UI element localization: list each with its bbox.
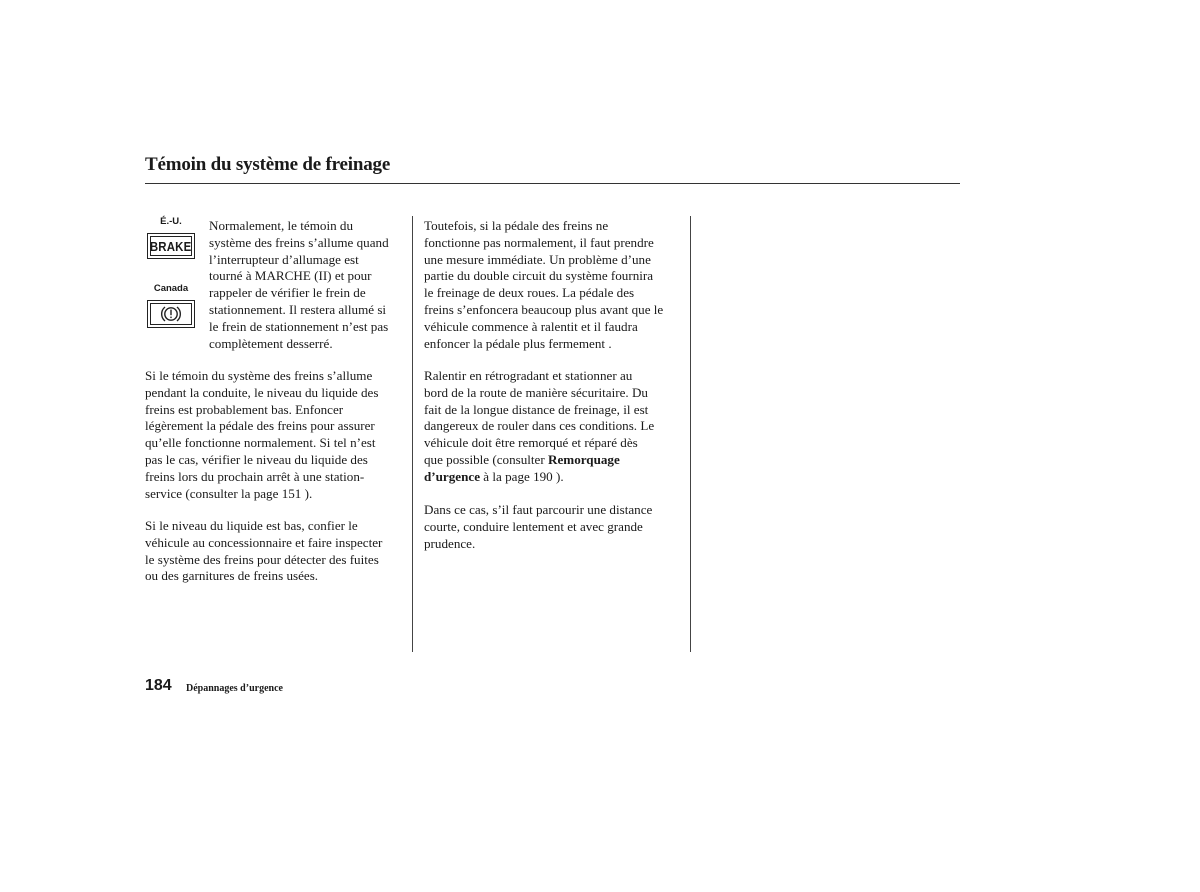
text-line: pas le cas, vérifier le niveau du liquide des	[145, 451, 368, 467]
text-line: le système des freins pour détecter des fuites	[145, 551, 379, 567]
column-divider-1	[412, 216, 413, 652]
page-title: Témoin du système de freinage	[145, 154, 391, 175]
text-line: légèrement la pédale des freins pour assurer	[145, 418, 375, 434]
text-line: véhicule doit être remorqué et réparé dès	[424, 435, 638, 451]
title-rule	[145, 183, 960, 184]
text-line: une mesure immédiate. Un problème d’une	[424, 251, 651, 267]
text-line: Ralentir en rétrogradant et stationner au	[424, 368, 633, 383]
towing-reference-link-cont: d’urgence	[424, 468, 481, 484]
brake-warning-icon	[147, 233, 195, 259]
text-line: freins lors du prochain arrêt à une station-	[145, 468, 365, 484]
text-line: ou des garnitures de freins usées.	[145, 568, 319, 584]
text-line: Si le témoin du système des freins s’allume	[145, 368, 373, 383]
us-region-label: É.-U.	[160, 216, 182, 227]
text-line: le freinage de deux roues. La pédale des	[424, 285, 635, 301]
text-line: stationnement. Il restera allumé si	[209, 301, 387, 317]
text-line: dangereux de rouler dans ces conditions. Le	[424, 418, 655, 434]
column-divider-2	[690, 216, 691, 652]
brake-label: BRAKE	[150, 238, 192, 254]
dealer-inspection-paragraph	[145, 518, 382, 585]
text-line: prudence.	[424, 535, 476, 551]
text-line: service (consulter la page 151 ).	[145, 485, 313, 501]
parking-brake-warning-icon	[147, 300, 195, 328]
text-line	[424, 469, 654, 486]
text-line	[424, 452, 654, 469]
text-line: partie du double circuit du système fournira	[424, 268, 654, 284]
text-line: enfoncer la pédale plus fermement .	[424, 335, 612, 351]
text-line: pendant la conduite, le niveau du liquide des	[145, 384, 379, 400]
text-segment: à la page 190 ).	[480, 468, 564, 484]
text-line: freins s’enfoncera beaucoup plus avant que le	[424, 301, 664, 317]
text-line: système des freins s’allume quand	[209, 234, 389, 250]
intro-paragraph	[209, 218, 389, 352]
text-line: complètement desserré.	[209, 335, 333, 351]
text-line: fonctionne pas normalement, il faut prendre	[424, 234, 654, 250]
text-line: véhicule au concessionnaire et faire inspecter	[145, 534, 383, 550]
text-line: Si le niveau du liquide est bas, confier le	[145, 518, 358, 533]
text-line: freins est probablement bas. Enfoncer	[145, 401, 344, 417]
towing-reference-link: Remorquage	[548, 451, 620, 467]
text-line: Normalement, le témoin du	[209, 218, 353, 233]
text-line: qu’elle fonctionne normalement. Si tel n’est	[145, 435, 376, 451]
text-segment: que possible (consulter	[424, 451, 549, 467]
text-line: véhicule commence à ralentit et il faudra	[424, 318, 638, 334]
text-line: Toutefois, si la pédale des freins ne	[424, 218, 609, 233]
text-line: bord de la route de manière sécuritaire. Du	[424, 384, 648, 400]
pedal-failure-paragraph	[424, 218, 663, 352]
text-line: courte, conduire lentement et avec grande	[424, 518, 643, 534]
text-line: rappeler de vérifier le frein de	[209, 285, 366, 301]
section-name: Dépannages d’urgence	[186, 683, 283, 694]
short-distance-paragraph	[424, 502, 652, 552]
low-fluid-paragraph	[145, 368, 378, 502]
text-line: l’interrupteur d’allumage est	[209, 251, 359, 267]
text-line: Dans ce cas, s’il faut parcourir une distance	[424, 502, 653, 517]
text-line: tourné à MARCHE (II) et pour	[209, 268, 372, 284]
text-line: fait de la longue distance de freinage, il est	[424, 401, 649, 417]
text-line: le frein de stationnement n’est pas	[209, 318, 389, 334]
canada-region-label: Canada	[153, 283, 189, 294]
page-number: 184	[145, 677, 172, 694]
towing-paragraph	[424, 368, 654, 486]
